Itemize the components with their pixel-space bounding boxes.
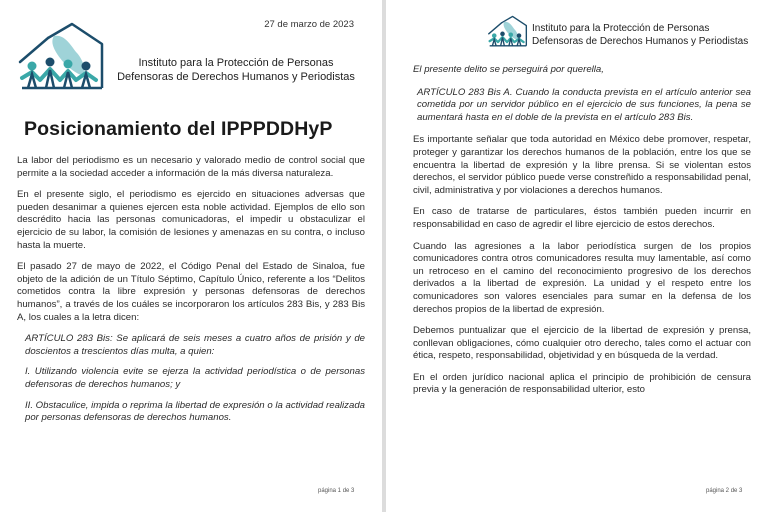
page-footer: página 1 de 3 — [318, 488, 355, 494]
left-body — [17, 155, 365, 433]
right-body — [413, 64, 751, 406]
paragraph: En el orden jurídico nacional aplica el principio de prohibición de censura previa y la generación de responsabilidad ulterior, esto — [413, 371, 751, 396]
institute-name — [116, 56, 356, 84]
legal-quote: ARTÍCULO 283 Bis: Se aplicará de seis meses a cuatro años de prisión y de doscientos a trescientos días multa, a quien: — [25, 333, 365, 357]
paragraph: La labor del periodismo es un necesario y valorado medio de control social que permite a la sociedad acceder a información de la más diversa naturaleza. — [17, 155, 365, 179]
institute-line-2: Defensoras de Derechos Humanos y Periodistas — [532, 35, 749, 47]
page-footer: página 2 de 3 — [706, 488, 743, 494]
legal-quote: ARTÍCULO 283 Bis A. Cuando la conducta prevista en el artículo anterior sea cometida por un servidor público en el ejercicio de sus funciones, la pena se aumentará hasta en el doble de la prevista en el artículo 283 Bis. — [417, 86, 751, 123]
page-1 — [0, 0, 382, 512]
legal-quote: El presente delito se perseguirá por querella, — [413, 64, 604, 75]
document-date: 27 de marzo de 2023 — [264, 19, 354, 30]
legal-quote: II. Obstaculice, impida o reprima la libertad de expresión o la actividad realizada por personas defensoras de derechos humanos. — [25, 399, 365, 424]
institute-line-2: Defensoras de Derechos Humanos y Periodistas — [117, 71, 355, 83]
paragraph: En el presente siglo, el periodismo es ejercido en situaciones adversas que pueden desanimar a quienes ejercen esta noble actividad. Ejemplos de ello son descrédito hacia las personas comunicadoras, el impedir u obstaculizar el ejercicio de su labor, la comisión de lesiones y amenazas en su contra, o incluso hasta la muerte. — [17, 189, 365, 251]
institute-name — [532, 23, 748, 48]
legal-quote: I. Utilizando violencia evite se ejerza la actividad periodística o de personas defensoras de derechos humanos; y — [25, 366, 365, 390]
paragraph: En caso de tratarse de particulares, éstos también pueden incurrir en responsabilidad en caso de agredir el libre ejercicio de estos derechos. — [413, 206, 751, 230]
institute-line-1: Instituto para la Protección de Personas — [138, 57, 334, 69]
page-title: Posicionamiento del IPPPDDHyP — [24, 118, 333, 140]
page-2 — [386, 0, 768, 512]
paragraph: El pasado 27 de mayo de 2022, el Código Penal del Estado de Sinaloa, fue objeto de la adición de un Título Séptimo, Capítulo Único, referente a los “Delitos cometidos contra la libre expresión y personas defensoras de derechos humanos”, a través de los cuáles se incorporaron los artículos 283 Bis, y 283 Bis A, los cuales a la letra dicen: — [17, 261, 365, 323]
family-house-icon — [486, 12, 530, 52]
paragraph: Es importante señalar que toda autoridad en México debe promover, respetar, proteger y garantizar los derechos humanos de la población, entre los que se encuentra la libertad de expresión y la libre prensa. Si se violentan estos derechos, el servidor público puede verse constreñido a responsabilidad penal, civil, administrativa y por violaciones a derechos humanos. — [413, 134, 751, 196]
paragraph: Debemos puntualizar que el ejercicio de la libertad de expresión y prensa, conllevan obligaciones, cómo cualquier otro derecho, tales como el actuar con ética, respeto, responsabilidad, objetividad y en búsqueda de la verdad. — [413, 325, 751, 362]
paragraph: Cuando las agresiones a la labor periodística surgen de los propios comunicadores contra otros comunicadores resulta muy lamentable, así como un retroceso en el camino del reconocimiento progresivo de los derechos derivados a la libertad de expresión. La unidad y el respeto entre los comunicadores son valores esenciales para sumar en la defensa de los derechos propios de la libertad de expresión. — [413, 240, 751, 315]
family-house-icon — [14, 18, 110, 98]
institute-line-1: Instituto para la Protección de Personas — [532, 23, 710, 34]
